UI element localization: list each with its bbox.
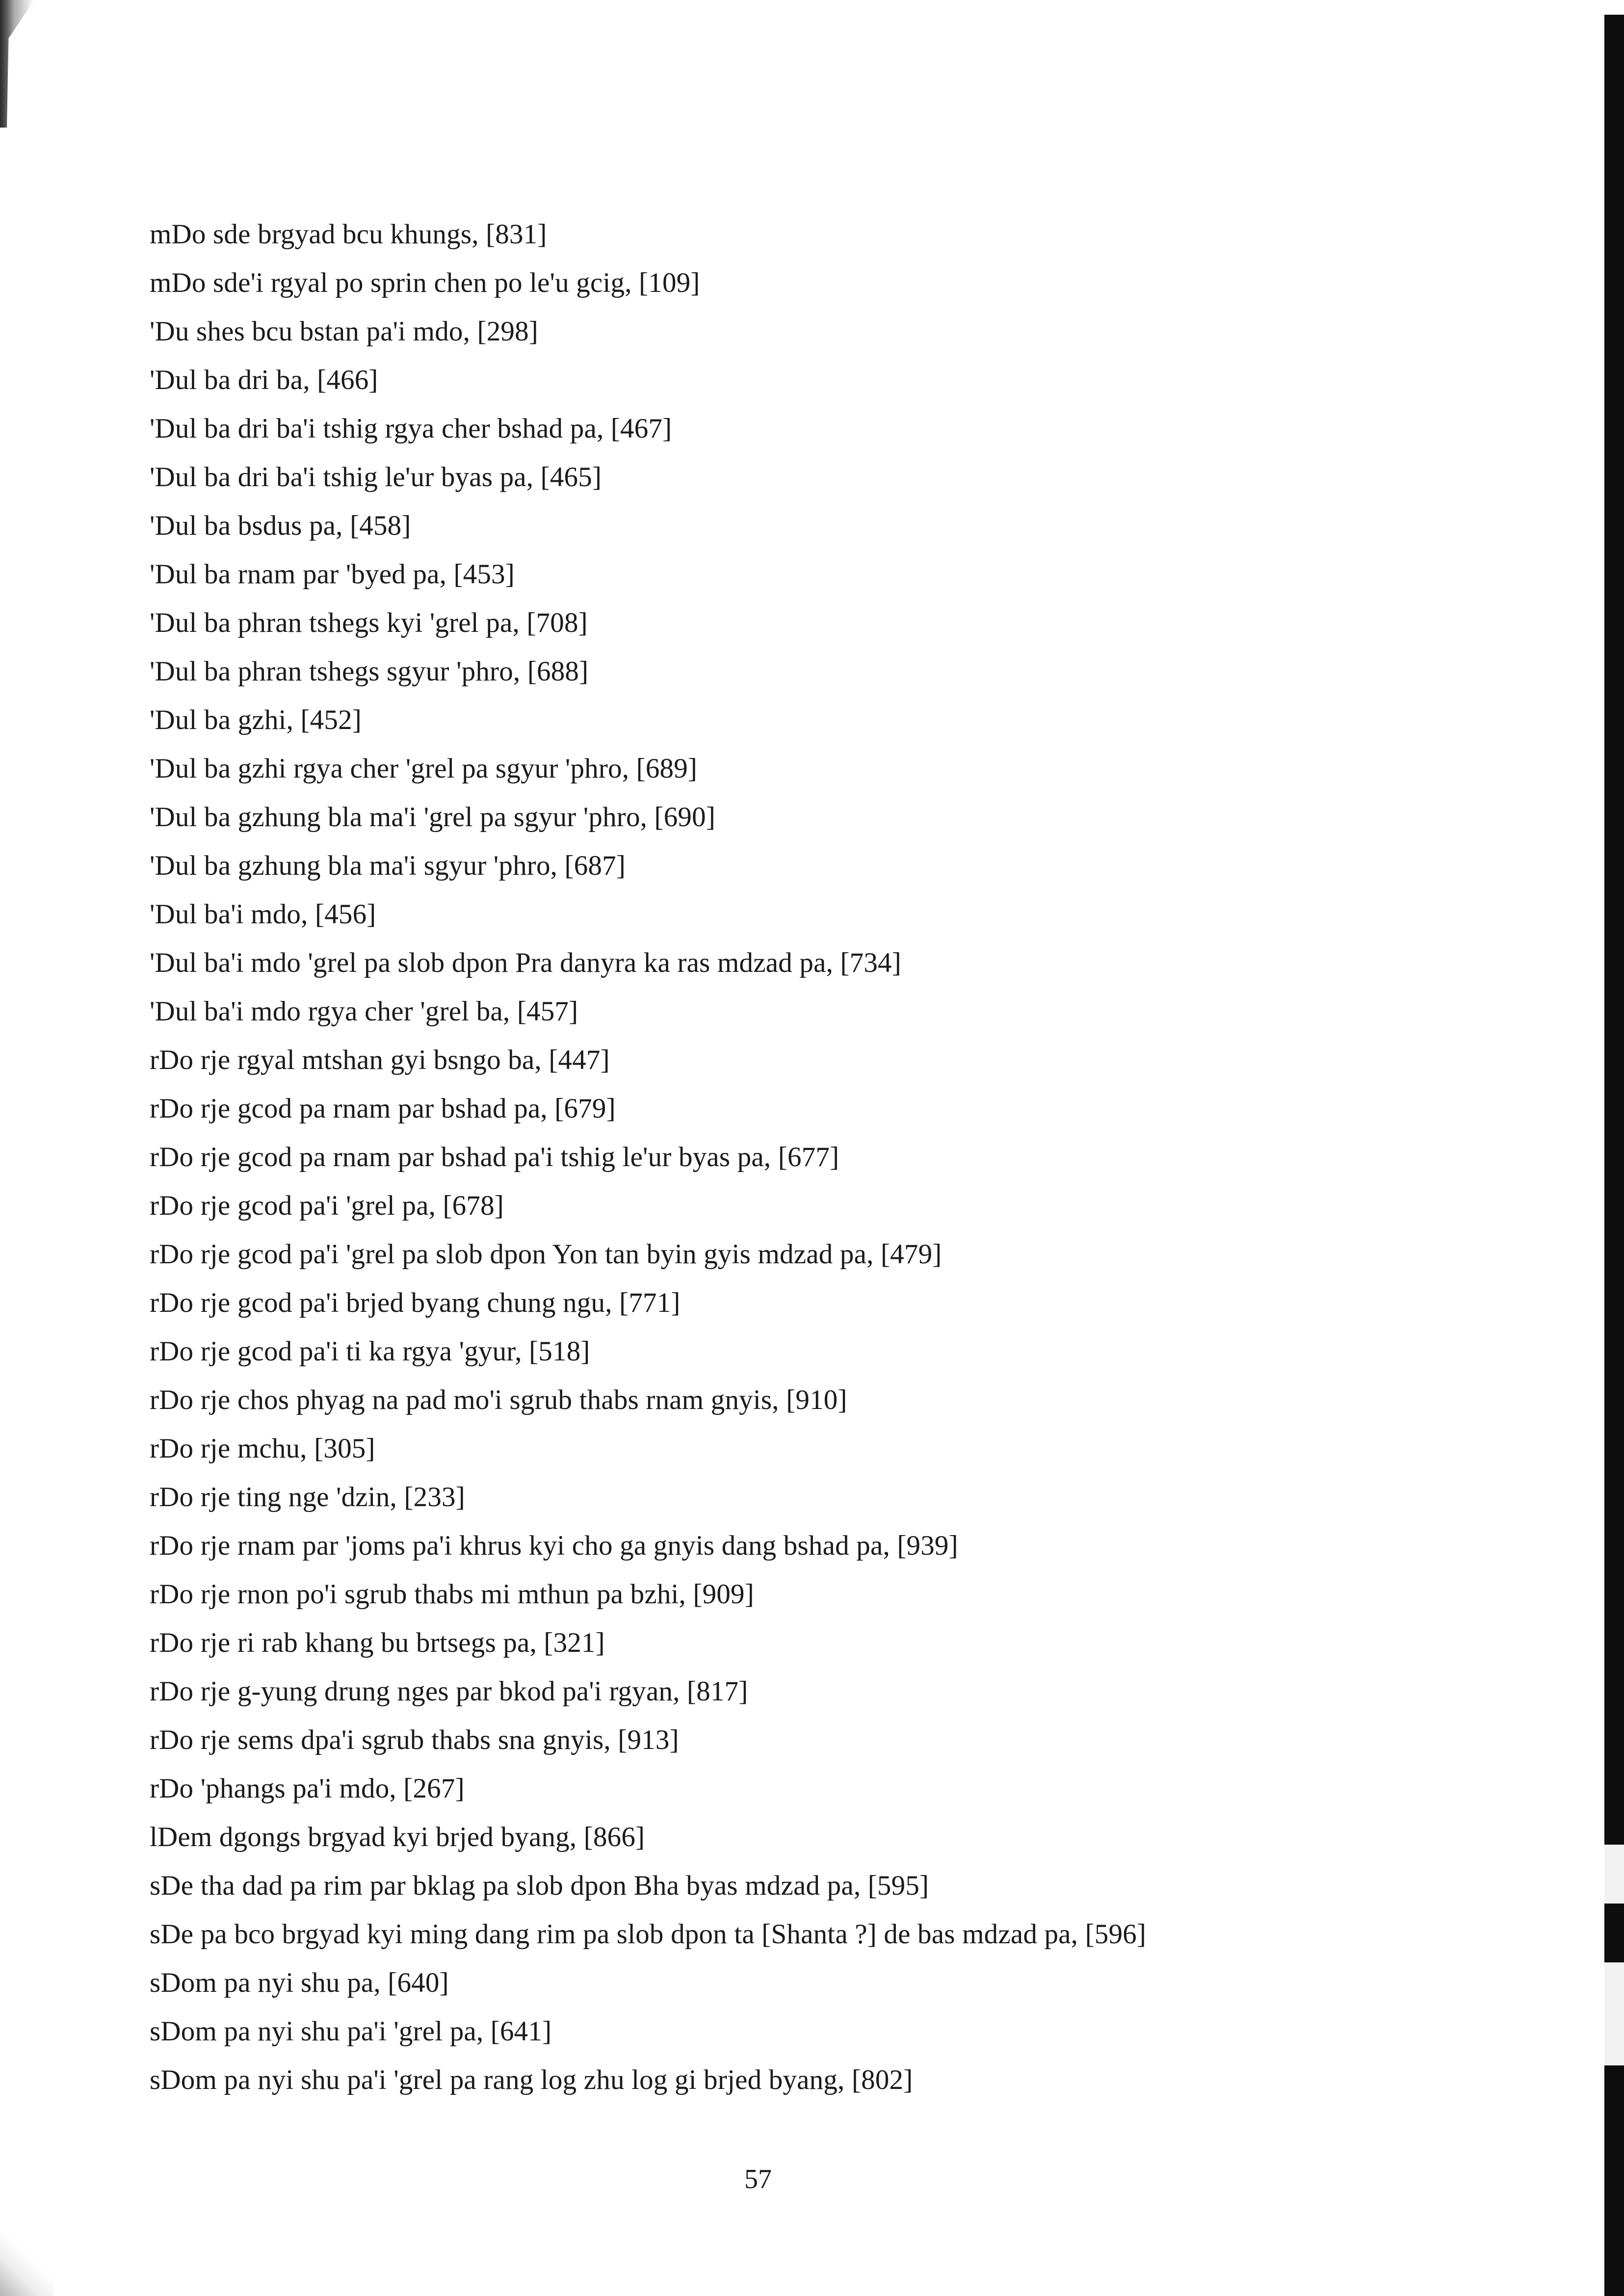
index-entry: 'Dul ba bsdus pa, [458]: [150, 510, 411, 541]
scan-edge-gap: [1604, 1845, 1624, 1904]
index-entry: rDo rje gcod pa'i brjed byang chung ngu, [771]: [150, 1287, 681, 1318]
index-entry: rDo rje gcod pa rnam par bshad pa, [679]: [150, 1093, 616, 1124]
index-entry: 'Dul ba dri ba'i tshig le'ur byas pa, [465]: [150, 462, 602, 493]
index-entry: 'Dul ba gzhi, [452]: [150, 704, 362, 735]
index-entry: rDo rje rnam par 'joms pa'i khrus kyi cho ga gnyis dang bshad pa, [939]: [150, 1530, 958, 1561]
index-entry: mDo sde'i rgyal po sprin chen po le'u gcig, [109]: [150, 267, 700, 298]
index-entry: rDo rje gcod pa'i ti ka rgya 'gyur, [518]: [150, 1336, 590, 1367]
index-entry: 'Dul ba dri ba'i tshig rgya cher bshad pa, [467]: [150, 413, 672, 444]
index-entry: rDo rje gcod pa'i 'grel pa, [678]: [150, 1190, 504, 1221]
index-entry: 'Dul ba phran tshegs kyi 'grel pa, [708]: [150, 607, 588, 638]
scan-edge-gap: [1604, 1962, 1624, 2065]
index-entry: 'Dul ba gzhung bla ma'i 'grel pa sgyur 'phro, [690]: [150, 802, 716, 833]
index-entry: rDo 'phangs pa'i mdo, [267]: [150, 1773, 465, 1804]
index-entry: rDo rje ri rab khang bu brtsegs pa, [321]: [150, 1627, 605, 1658]
index-entry: rDo rje g-yung drung nges par bkod pa'i rgyan, [817]: [150, 1676, 748, 1707]
scan-corner-shadow: [0, 0, 34, 128]
index-entry: 'Dul ba gzhi rgya cher 'grel pa sgyur 'phro, [689]: [150, 753, 698, 784]
index-entry: rDo rje sems dpa'i sgrub thabs sna gnyis, [913]: [150, 1724, 679, 1755]
index-entry: sDom pa nyi shu pa, [640]: [150, 1967, 449, 1998]
scan-right-edge: [1604, 15, 1624, 2296]
index-entry: sDe pa bco brgyad kyi ming dang rim pa slob dpon ta [Shanta ?] de bas mdzad pa, [596]: [150, 1919, 1147, 1950]
index-entry: lDem dgongs brgyad kyi brjed byang, [866]: [150, 1822, 645, 1852]
index-entry: mDo sde brgyad bcu khungs, [831]: [150, 219, 547, 250]
scan-bottom-corner-shadow: [0, 2232, 54, 2296]
index-entry: sDom pa nyi shu pa'i 'grel pa, [641]: [150, 2016, 552, 2047]
index-entry: 'Du shes bcu bstan pa'i mdo, [298]: [150, 316, 538, 347]
index-entry: 'Dul ba dri ba, [466]: [150, 365, 378, 395]
index-entry: sDe tha dad pa rim par bklag pa slob dpon Bha byas mdzad pa, [595]: [150, 1870, 929, 1901]
page-number: 57: [744, 2164, 772, 2194]
index-entry: 'Dul ba gzhung bla ma'i sgyur 'phro, [687]: [150, 850, 626, 881]
index-entry: rDo rje ting nge 'dzin, [233]: [150, 1482, 465, 1513]
index-entry: rDo rje gcod pa'i 'grel pa slob dpon Yon tan byin gyis mdzad pa, [479]: [150, 1239, 942, 1270]
index-entry: 'Dul ba'i mdo, [456]: [150, 899, 376, 930]
index-entry: rDo rje chos phyag na pad mo'i sgrub thabs rnam gnyis, [910]: [150, 1384, 847, 1415]
index-entry: rDo rje rgyal mtshan gyi bsngo ba, [447]: [150, 1044, 610, 1075]
index-entry: 'Dul ba'i mdo rgya cher 'grel ba, [457]: [150, 996, 578, 1027]
index-entry-list: [150, 210, 1523, 2104]
index-entry: 'Dul ba phran tshegs sgyur 'phro, [688]: [150, 656, 589, 687]
index-entry: rDo rje rnon po'i sgrub thabs mi mthun pa bzhi, [909]: [150, 1579, 754, 1610]
index-entry: rDo rje gcod pa rnam par bshad pa'i tshig le'ur byas pa, [677]: [150, 1142, 839, 1173]
index-entry: rDo rje mchu, [305]: [150, 1433, 375, 1464]
index-entry: 'Dul ba'i mdo 'grel pa slob dpon Pra danyra ka ras mdzad pa, [734]: [150, 947, 901, 978]
index-entry: 'Dul ba rnam par 'byed pa, [453]: [150, 559, 515, 590]
index-entry: sDom pa nyi shu pa'i 'grel pa rang log zhu log gi brjed byang, [802]: [150, 2064, 913, 2095]
